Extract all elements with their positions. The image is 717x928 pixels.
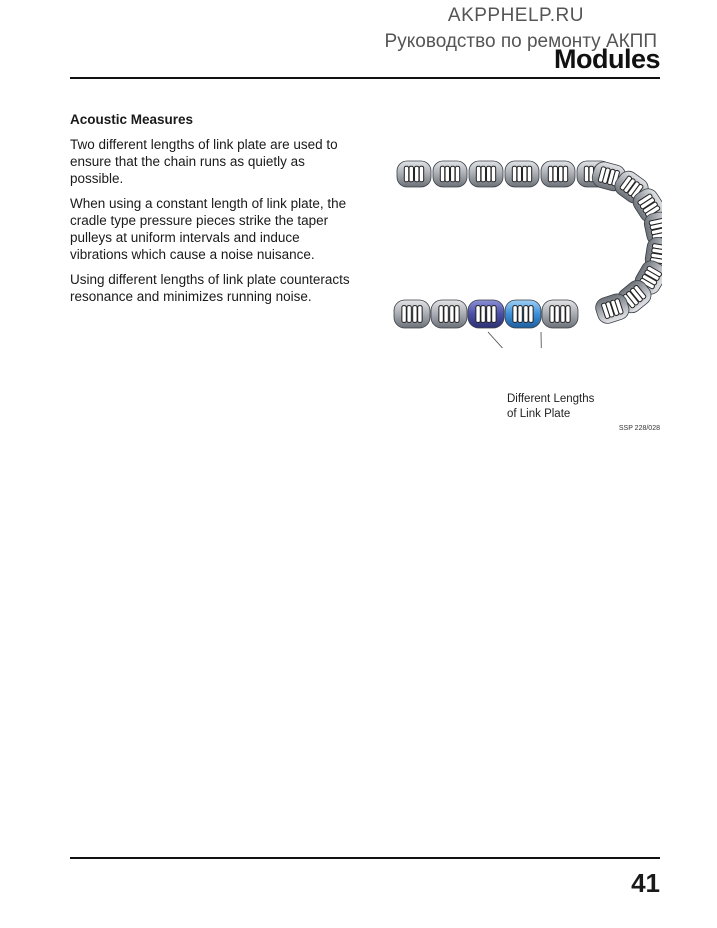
heading: Acoustic Measures xyxy=(70,112,194,127)
paragraph-2: When using a constant length of link plate, the cradle type pressure pieces strike the taper pulleys at uniform intervals and induce vibrations which cause a noise nuisance. xyxy=(70,196,347,262)
chain-link xyxy=(505,300,541,328)
chain-link xyxy=(541,161,575,187)
chain-link xyxy=(433,161,467,187)
paragraph-3: Using different lengths of link plate counteracts resonance and minimizes running noise. xyxy=(70,272,350,304)
leader-lines xyxy=(488,332,542,348)
footer-rule xyxy=(70,857,660,859)
figure-label xyxy=(507,392,594,421)
chain-link xyxy=(505,161,539,187)
watermark-site: AKPPHELP.RU xyxy=(447,5,584,26)
chain-link xyxy=(397,161,431,187)
chain-links xyxy=(394,160,662,328)
chain-link xyxy=(394,300,430,328)
chain-illustration xyxy=(386,148,662,348)
watermark-subtitle: Руководство по ремонту АКПП xyxy=(384,31,657,52)
figure-label-line-2: of Link Plate xyxy=(507,407,571,420)
chain-link xyxy=(431,300,467,328)
paragraph-1: Two different lengths of link plate are used to ensure that the chain runs as quietly as possible. xyxy=(70,137,338,186)
figure-reference: SSP 228/028 xyxy=(618,425,660,432)
figure-label-line-1: Different Lengths xyxy=(507,393,595,405)
body-text xyxy=(70,136,360,313)
section-title: Modules xyxy=(553,44,660,74)
chain-link xyxy=(468,300,504,328)
header-rule xyxy=(70,77,660,79)
chain-link xyxy=(542,300,578,328)
page-number: 41 xyxy=(631,868,660,898)
chain-link xyxy=(469,161,503,187)
